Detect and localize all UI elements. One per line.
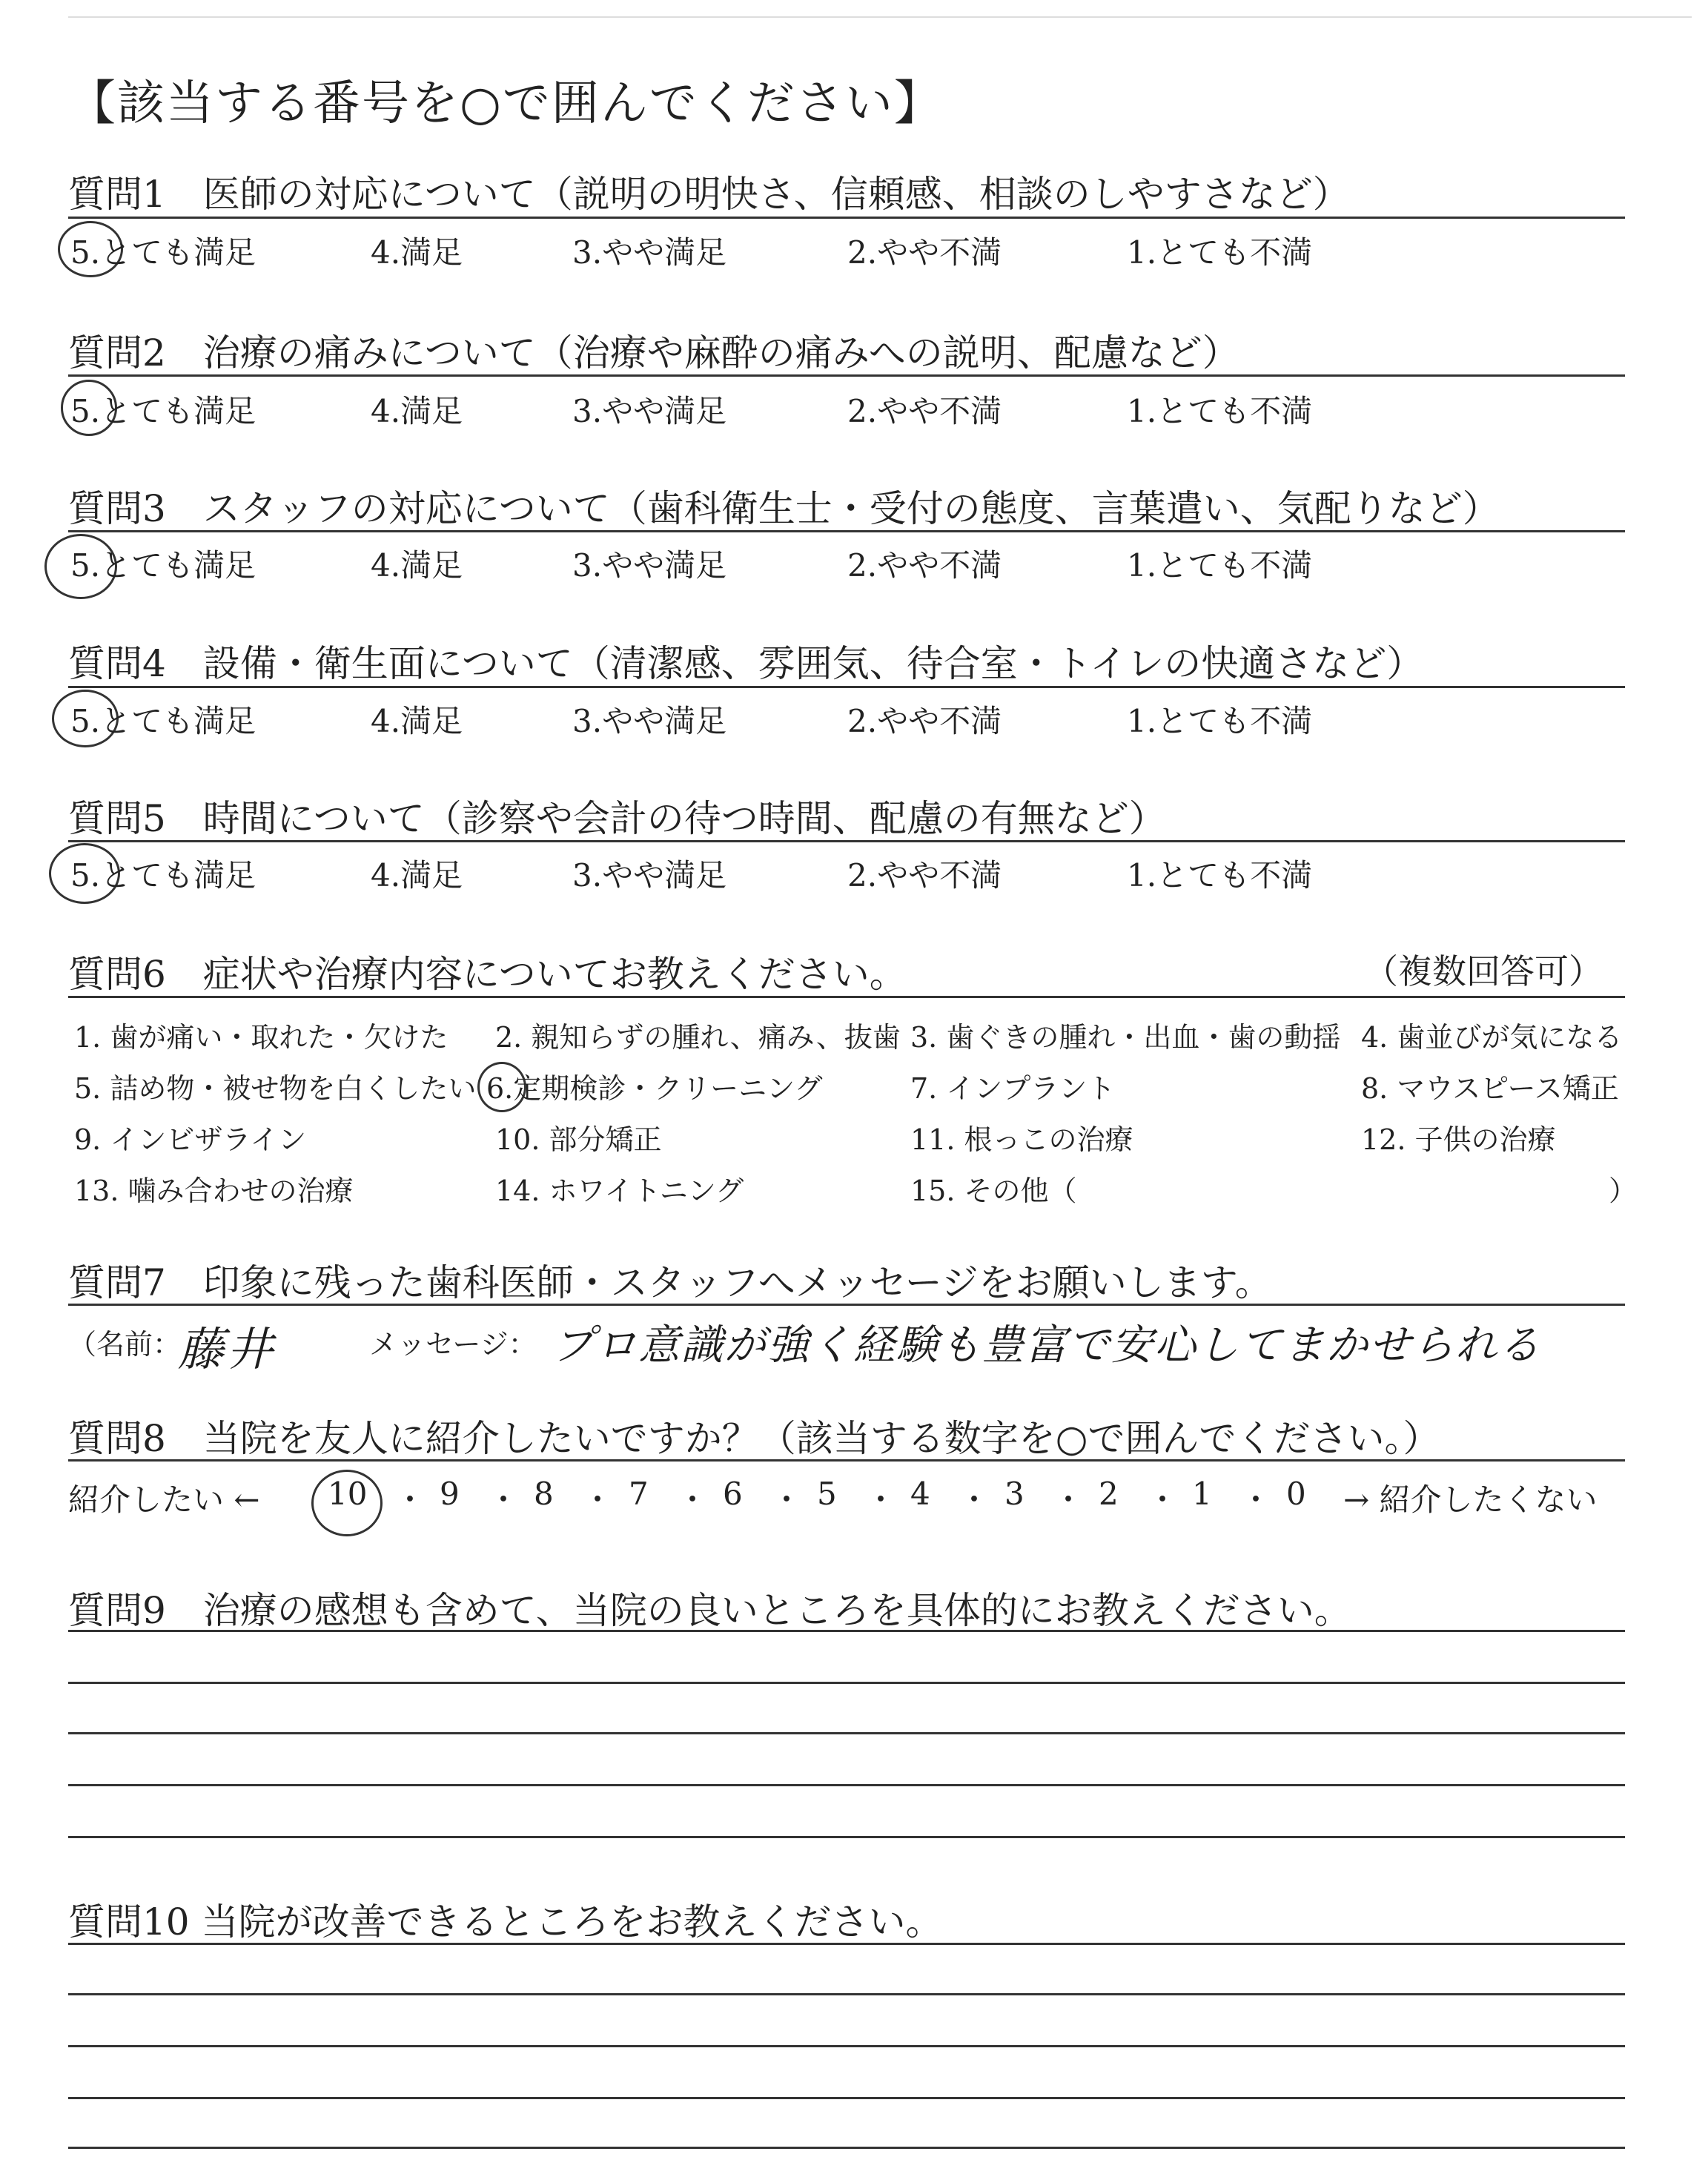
q3-option-5[interactable]: 5.とても満足	[70, 547, 256, 584]
q3-option-3[interactable]: 3.やや満足	[572, 547, 727, 584]
q4-option-1[interactable]: 1.とても不満	[1127, 703, 1313, 739]
question-10-title: 質問10 当院が改善できるところをお教えください。	[68, 1900, 943, 1943]
scale-dot: ・	[677, 1482, 709, 1518]
q6-option-15-close: ）	[1609, 1175, 1638, 1207]
question-8-rule	[68, 1459, 1625, 1462]
q6-option-4[interactable]: 4. 歯並びが気になる	[1361, 1021, 1623, 1054]
top-border	[68, 16, 1692, 18]
scale-dot: ・	[865, 1482, 897, 1518]
q6-option-13[interactable]: 13. 噛み合わせの治療	[74, 1175, 354, 1207]
q6-option-8[interactable]: 8. マウスピース矯正	[1361, 1072, 1619, 1105]
scale-10[interactable]: 10	[328, 1476, 368, 1512]
message-handwriting[interactable]: プロ意識が強く経験も豊富で安心してまかせられる	[552, 1321, 1541, 1370]
message-label: メッセージ：	[369, 1328, 537, 1361]
q3-option-2[interactable]: 2.やや不満	[847, 547, 1002, 584]
q6-option-2[interactable]: 2. 親知らずの腫れ、痛み、抜歯	[495, 1021, 901, 1054]
scale-3[interactable]: 3	[1004, 1476, 1025, 1512]
question-4-title: 質問4 設備・衛生面について（清潔感、雰囲気、待合室・トイレの快適さなど）	[68, 642, 1424, 685]
name-label: （名前：	[68, 1328, 182, 1361]
instruction-header: 【該当する番号を○で囲んでください】	[68, 76, 943, 131]
q4-option-4[interactable]: 4.満足	[371, 703, 463, 739]
scale-0[interactable]: 0	[1286, 1476, 1306, 1512]
scale-7[interactable]: 7	[629, 1476, 649, 1512]
q2-option-1[interactable]: 1.とても不満	[1127, 393, 1313, 429]
q9-answer-line[interactable]	[68, 1836, 1625, 1838]
q6-option-3[interactable]: 3. 歯ぐきの腫れ・出血・歯の動揺	[910, 1021, 1341, 1054]
q9-answer-line[interactable]	[68, 1682, 1625, 1684]
q10-answer-line[interactable]	[68, 2045, 1625, 2047]
q5-option-5[interactable]: 5.とても満足	[70, 857, 256, 894]
q2-option-2[interactable]: 2.やや不満	[847, 393, 1002, 429]
scale-dot: ・	[771, 1482, 803, 1518]
question-5-rule	[68, 840, 1625, 842]
scale-5[interactable]: 5	[817, 1476, 837, 1512]
scale-4[interactable]: 4	[910, 1476, 930, 1512]
q1-option-3[interactable]: 3.やや満足	[572, 234, 727, 271]
q2-option-5[interactable]: 5.とても満足	[70, 393, 256, 429]
q1-option-1[interactable]: 1.とても不満	[1127, 234, 1313, 271]
scale-8[interactable]: 8	[534, 1476, 554, 1512]
q9-answer-line[interactable]	[68, 1630, 1625, 1632]
q2-option-3[interactable]: 3.やや満足	[572, 393, 727, 429]
q10-answer-line[interactable]	[68, 1993, 1625, 1995]
scale-dot: ・	[582, 1482, 614, 1518]
q6-option-7[interactable]: 7. インプラント	[910, 1072, 1116, 1105]
question-4-rule	[68, 686, 1625, 688]
q10-answer-line[interactable]	[68, 2097, 1625, 2099]
question-6-rule	[68, 996, 1625, 998]
question-3-rule	[68, 530, 1625, 532]
q3-option-1[interactable]: 1.とても不満	[1127, 547, 1313, 584]
q6-option-10[interactable]: 10. 部分矯正	[495, 1123, 662, 1156]
scale-dot: ・	[394, 1482, 426, 1518]
q6-option-15[interactable]: 15. その他（	[910, 1175, 1077, 1207]
recommend-right-label: → 紹介したくない	[1343, 1482, 1598, 1518]
q6-option-5[interactable]: 5. 詰め物・被せ物を白くしたい	[74, 1072, 477, 1105]
q9-answer-line[interactable]	[68, 1732, 1625, 1734]
q6-option-6[interactable]: 6.定期検診・クリーニング	[486, 1072, 823, 1105]
q10-answer-line[interactable]	[68, 2147, 1625, 2149]
scale-dot: ・	[1240, 1482, 1272, 1518]
q3-option-4[interactable]: 4.満足	[371, 547, 463, 584]
question-5-title: 質問5 時間について（診察や会計の待つ時間、配慮の有無など）	[68, 797, 1166, 840]
question-2-rule	[68, 374, 1625, 377]
q1-option-5[interactable]: 5.とても満足	[70, 234, 256, 271]
q2-option-4[interactable]: 4.満足	[371, 393, 463, 429]
question-7-title: 質問7 印象に残った歯科医師・スタッフへメッセージをお願いします。	[68, 1261, 1272, 1304]
recommend-left-label: 紹介したい ←	[68, 1482, 260, 1518]
q1-option-4[interactable]: 4.満足	[371, 234, 463, 271]
name-handwriting[interactable]: 藤井	[178, 1322, 277, 1376]
q10-answer-line[interactable]	[68, 1943, 1625, 1945]
scale-dot: ・	[1053, 1482, 1085, 1518]
question-6-title: 質問6 症状や治療内容についてお教えください。	[68, 953, 907, 996]
q5-option-4[interactable]: 4.満足	[371, 857, 463, 894]
q6-option-14[interactable]: 14. ホワイトニング	[495, 1175, 744, 1207]
q6-option-12[interactable]: 12. 子供の治療	[1361, 1123, 1556, 1156]
q1-option-2[interactable]: 2.やや不満	[847, 234, 1002, 271]
question-7-rule	[68, 1304, 1625, 1306]
question-1-rule	[68, 217, 1625, 219]
q6-option-11[interactable]: 11. 根っこの治療	[910, 1123, 1133, 1156]
scale-9[interactable]: 9	[440, 1476, 460, 1512]
q4-option-3[interactable]: 3.やや満足	[572, 703, 727, 739]
question-1-title: 質問1 医師の対応について（説明の明快さ、信頼感、相談のしやすさなど）	[68, 173, 1350, 216]
q6-option-1[interactable]: 1. 歯が痛い・取れた・欠けた	[74, 1021, 448, 1054]
scale-dot: ・	[488, 1482, 520, 1518]
q5-option-1[interactable]: 1.とても不満	[1127, 857, 1313, 894]
scale-dot: ・	[1147, 1482, 1179, 1518]
q4-option-2[interactable]: 2.やや不満	[847, 703, 1002, 739]
scale-6[interactable]: 6	[723, 1476, 743, 1512]
q5-option-2[interactable]: 2.やや不満	[847, 857, 1002, 894]
scale-2[interactable]: 2	[1099, 1476, 1119, 1512]
question-9-title: 質問9 治療の感想も含めて、当院の良いところを具体的にお教えください。	[68, 1589, 1351, 1632]
q5-option-3[interactable]: 3.やや満足	[572, 857, 727, 894]
q9-answer-line[interactable]	[68, 1784, 1625, 1786]
question-6-note: （複数回答可）	[1364, 951, 1603, 991]
question-8-title: 質問8 当院を友人に紹介したいですか？（該当する数字を○で囲んでください。）	[68, 1417, 1440, 1460]
scale-dot: ・	[959, 1482, 990, 1518]
question-2-title: 質問2 治療の痛みについて（治療や麻酔の痛みへの説明、配慮など）	[68, 331, 1239, 374]
scale-1[interactable]: 1	[1192, 1476, 1212, 1512]
question-3-title: 質問3 スタッフの対応について（歯科衛生士・受付の態度、言葉遣い、気配りなど）	[68, 487, 1500, 530]
q4-option-5[interactable]: 5.とても満足	[70, 703, 256, 739]
q6-option-9[interactable]: 9. インビザライン	[74, 1123, 307, 1156]
